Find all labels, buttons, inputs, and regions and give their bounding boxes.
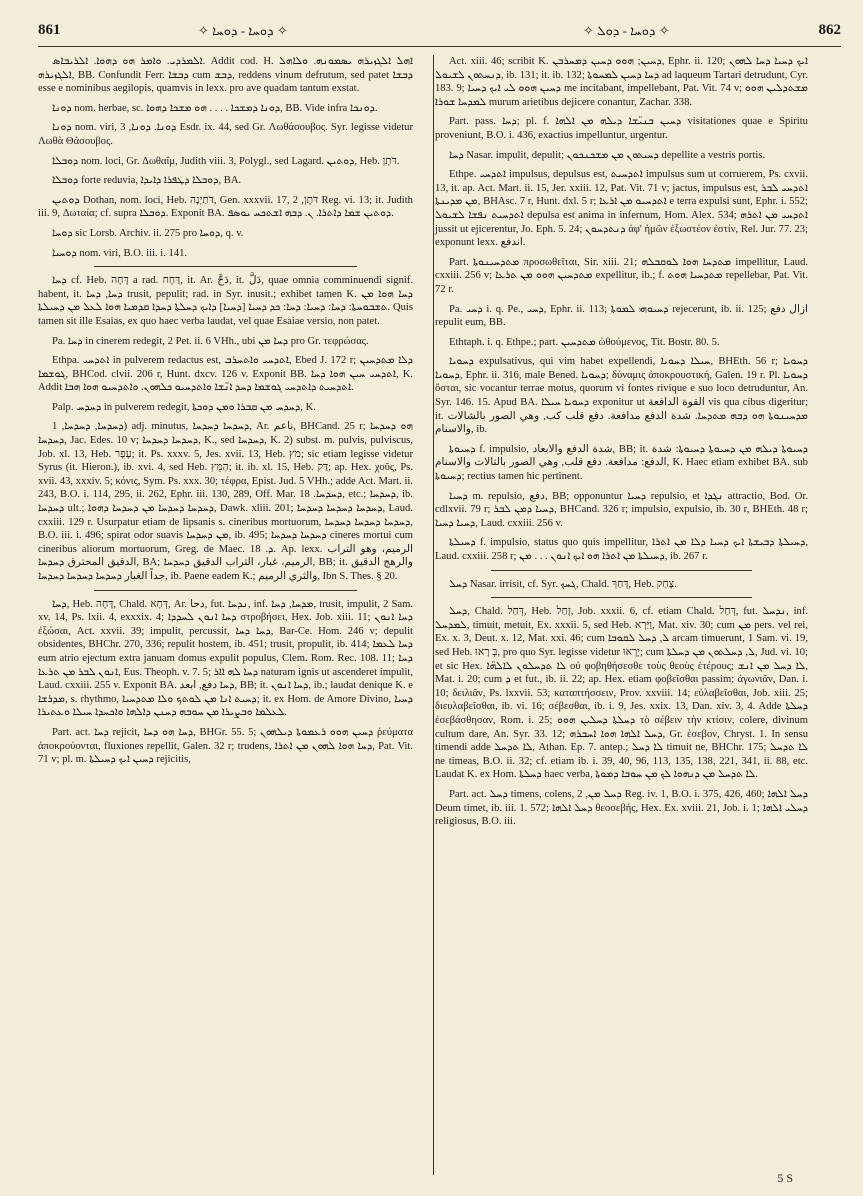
lexicon-entry: ܕܚܝܠܬܐ f. impulsio, status quo quis impellitur, ܕܚܝܠܬܐ ܕܒܝܫܬܐ ܐܝܟ ܕܚܝܐ ܕܠܐ ܡܢ ܐܬܪܐ, Laud. cxxiii. 258 r; ܕܚܝܠܬܐ ܡܢ ܐܬܪܐ ܗܘ ܐܝܟ ܐܢܘܢ . . . ܡܢ, ib. 267 r. xyxy=(435,537,808,562)
lexicon-entry: ܕܘܒܠܐ nom. loci, Gr. Δωθαΐμ, Judith viii. 3, Polygl., sed Lagard. ܕܘܬܝܢ, Heb. דֹּתָן. xyxy=(52,155,400,167)
lexicon-entry: Ethpa. ܐܬܕܚܝ in pulverem redactus est, ܐܬܕܚܝ ܘܐܬܚܪܒ, Ebed J. 172 r; ܕܠܐ ܡܬܕܚܝܢ ܓܘܫܡܐ, BHCod. clvii. 206 r, Hunt. dxcv. 126 v. Exponit BB. ܐܬܕܚܝ ܚܝܢ ܗܘܐ ܕܚܐ, K. Addit ܐܬܕܚܝܬ ܕܐܬܕܚܝ ܓܘܫܡܐ ܕܚܕ ܐܢ̈ܫܐ ܘܐܬܕܚܝܘ ܟܠܗܘܢ. ܘܐܬܕܚܝܘ ܗܘܐ ܗܒܐ. xyxy=(38,355,414,394)
lexicon-entry: ܕܚܐ cf. Heb. דָּחָה a rad. דַּחָח, it. Ar. دَحَّ, it. دَلَّ, quae omnia comminuendi signif. habent, it. ܕܚܐ, ܕܚܐ trusit, pepulit; rad. in Syr. inusit.; exhibet tamen K. ܕܚܐ ܗܘܐ ܡܢ ܬܫܒܘܚܬܐ: ܕܚܐ: ܕܚܝܐ: ܕܚܐ: ܟܕ ܕܚܝܐ [ܕܚܝܐ] ܕܐܝܟ ܕܚܠܬܐ ܕܚܕܐ ܩܕܡܝܐ ܗܘܐ ܠܥܠ ܡܢ ܕܚܝܠܬܐ. Quis tamen sit ille Esaias, ex quo haec verba laudat, vel quae Esaiae versio, non patet. xyxy=(38,275,414,327)
page-header xyxy=(38,18,841,47)
right-column xyxy=(423,55,808,1175)
lexicon-entry: Palp. ܕܚܕܚ in pulverem redegit, ܕܚܕܚ ܡܢ ܩܒܪܐ ܘܡܢ ܕܘܟܬܐ, K. xyxy=(52,401,316,413)
left-running-head: ✧ ܕܘܚܐ - ܕܘܚܐ ✧ xyxy=(198,23,288,38)
lexicon-entry: Pa. ܕܚܐ in cinerem redegit, 2 Pet. ii. 6 VHh., ubi ܕܚܐ ܡܢ pro Gr. τεφρώσας. xyxy=(52,335,369,347)
lexicon-entry: ܕܚܘܝܐ expulsativus, qui vim habet expellendi, ܚܝܠܐ ܕܚܘܝܐ, BHEth. 56 r; ܕܚܘܝܐ ܕܚܘܝܐ, Ephr. ii. 316, male Bened. ܕܚܘܝܐ; δύναμις ἀποκρουστική, Galen. 19 r. Pl. ܕܚܘܝܐ ὄσται, sic vocantur terrae motus, quorum vi fontes rivique e suo loco detruduntur, An. Syr. 146. 15. Apud BA. ܕܚܘܝܐ ܚܝܠܐ exponitur ut القوة الدافعة vis qua cibus digeritur; it. ܡܕܚܝܢܘܬܐ ܗܘ ܕܒܗ ܡܬܕܚܐ. شدة الدفع مدافعة. دفع قلب كب, وهي الصور بالشالات والاسنام, ib. xyxy=(435,356,808,436)
lexicon-entry: ܕܚܠ Nasar. irrisit, cf. Syr. ܓܚܟ, Chald. דְּחַךְ, Heb. צָחַק. xyxy=(449,578,677,590)
lexicon-entry: ܕܚܐ, Heb. דָּחָה, Chald. דְּחָא, Ar. دحا, fut. ܢܕܚܐ, inf. ܡܕܚܐ, ܕܚܐ, trusit, impulit, 2 Sam. xv. 14, Ps. lxii. 4, exxxix. 4; ܕܚܐ ܐܢܘܢ ܠܚܕܕܐ στροβήσει, Hex. Job. xiii. 11; ܕܚܐ ܐܢܘܢ ἐξώσαι, Act. xxvii. 39; impulit, percussit, ܕܚܐ ܕܚܐ, Bar-Ce. Hom. 246 v; depulit obsidentes, BHChr. 270, 336; repulit hostem, ib. 451; trusit, propulit, ib. 414; ܕܚܐ ܠܥܡܐ eum atrio ejectum extra januam domus expulit populus, Clem. Rom. Rec. 108. 11; ܕܚܐ ܐܢܘܢ ܠܒܪ ܡܢ ܬܪܥܐ, Eus. Theoph. v. 7. 5; ܕܚܐ ܠܗ ܐܐܪ naturam ignis ut ascenderet impulit, Laud. cxxiii. 255 v. Exponit BA. ܕܚܐ دفع, ابعد, BB; it. ܕܚܐ ܐܢܘܢ, ib.; laudat denique K. e ܡܕܪܫܐ, s. rhythmo, ܕܚܝܬ ܐܢܐ ܡܢ ܠܘܬܟ ܘܠܐ ܡܬܕܚܝܐ; it. ex Hom. de Amore Divino, ܕܚܝܐ ܠܥܠܡܐ ܘܒܨܝܪܐ ܡܢ ܚܘܒܗ ܕܚܢܢ ܕܐܠܗܐ ܘܐܟܚܕܐ ܚܝܠܐ ܘܥܬܝܪܐ. xyxy=(38,598,414,719)
lexicon-entry: ܕܘܒܠܐ forte reduvia, ܕܘܒܠܐ ܕܛܦܪܐ ܕܐܝܕܐ, BA. xyxy=(52,175,242,187)
lexicon-entry: ܕܘܬܝܢ Dothan, nom. loci, Heb. דֹּתַיְנָה, Gen. xxxvii. 17, דֹּתָן, 2 Reg. vi. 13; it. Judith iii. 9, Δωταία; cf. supra ܕܘܒܠܐ. Exponit BA. ܕܘܬܝܢ ܫܡܐ ܕܐܬܪܐ. ܢ. ܕܒܗ ܐܫܬܟܚ ܝܘܣܦ. xyxy=(38,194,413,220)
right-page-number: 862 xyxy=(818,22,841,38)
lexicon-entry: Part. pass. ܕܚܐ; pl. f. ܕܚܝܢ ܒܢܝ̈ܫܐ ܕܝܠܗ ܡܢ ܐܠܗܐ visitationes quae e Spiritu proveniunt, B.O. i. 436, exactius impelluntur, urgentur. xyxy=(435,116,808,141)
page-columns xyxy=(38,55,841,1175)
lexicon-entry: Pa. ܕܚܝ i. q. Pe., ܕܚܝ, Ephr. ii. 113; ܕܚܝܘܗܝ ܠܡܘܬܐ rejecerunt, ib. ii. 125; ازال دفع repulit eum, BB. xyxy=(435,303,808,329)
lexicon-entry: ܕܚܝܘܬܐ f. impulsio, شدة الدفع والابعاد, BB; it. ܕܚܝܘܬܐ ܕܝܠܗ ܡܢ ܕܚܝܘܬܐ ܕܚܝܘܬܐ: شدة الدفع: مدافعة. دفع قلب, وهي الصور بالتالات والاسنام, K. Haec etiam exhibet BA. sub ܕܚܝܘܬܐ; rectius tamen hic pertinent. xyxy=(435,443,808,483)
lexicon-entry: Act. xiii. 46; scribit K. ܕܚܝܢ; ܗܘܘ ܕܚܝܢ ܕܡܚܪܒܢ, Ephr. ii. 120; ܐܝܟ ܕܚܝܐ ܕܚܐ ܠܗܘܢ ܕܢܚܬܘܢ ܠܫܝܘܠ, ib. 131; it. ib. 132; ܕܚܐ ܕܚܝܢ ܠܡܚܘܬܐ ad laqueum Tartari detrudunt, Cyr. 183. 9; ܕܚܝܢ ܗܘܘ ܠܝ ܐܝܟ ܕܚܝܐ me incitabant, impellebant, Pat. Vit. 74 v; ܡܫܬܕܠܝܢ ܗܘܘ ܠܡܕܚܐ ܫܘܪܐ murum arietibus dejicere conantur, Zachar. 338. xyxy=(435,56,808,108)
lexicon-entry: ܕܚܠ, Chald. דְּחַל, Heb. זָחַל, Job. xxxii. 6, cf. etiam Chald. דְּחַל, fut. ܢܕܚܠ, inf. ܠܡܕܚܠ, timuit, metuit, Ex. xxxii. 5, sed Heb. וַיַּרְא, Mat. xiv. 30; cum ܡܢ pers. vel rei, Ex. x. 3, Deut. x. 12, Mat. xxi. 46; cum ܠ, ܕܚܠ ܠܩܘܒܐ arcam timuerunt, 1 Sam. vi. 19, sed Heb. בְּ רָאוּ, pro quo Syr. legisse videtur יָרְאוּ; cum ܠ, ܕܚܠܬܘܢ ܡܢ ܕܚܠܬܐ, Jud. vi. 10; et sic Hex. ܠܐ ܬܕܚܠܘܢ ܠܐܠܗ̈ܐ οὐ φοβηθήσεσθε τοὺς θεοὺς ἑτέρους; ܠܐ ܕܚܠ ܡܢ ܐܢܫ, Mat. i. 20; cum ܕ et fut., ib. ii. 22; ap. Hex. etiam φοβεῖσθαι passim; ἀγωνιᾶν, Dan. i. 10; δειλιᾶν, Ps. lxxvii. 53; καταπτήσσειν, Prov. xxviii. 14; εὐλαβεῖσθαι, Job. xiii. 25; διευλαβεῖσθαι, ib. vi. 16; σέβεσθαι, ib. i. 9, Jes. xxix. 13, Dan. xiv. 3, 4. Adde ܕܚܠܬܐ ἐσεβάσθησαν, Rom. i. 25; ܕܚܠܬܐ ܕܚܠܝܢ ܗܘܘ τὸ σέβειν τὴν κτίσιν, colere, divinum cultum dare, An. Syr. 33. 12; ܕܚܠ ܐܠܗܐ ܗܘܐ ܐܚܒܪܗ, Gr. ἐσεβον, Chryst. 1. In sensu timendi adde ܠܐ ܬܕܚܠ, Athan. Ep. 7. antep.; ܠܐ ܕܚܠ timuit ne, BHChr. 175; ܠܐ ܬܕܚܠ ne timeas, B.O. ii. 32; cf. etiam ib. i. 39, 40, 96, 113, 135, 138, 221, 341, ii. 88, etc. Laudat K. ex Hom. ܕܚܠܬܐ haec verba, ܠܐ ܬܕܚܠ ܡܢ ܕܢܗܘܐ ܠܟ ܡܢ ܚܘܒܐ ܕܡܘܬܐ. xyxy=(435,606,808,781)
lexicon-entry: Part. act. ܕܚܠ timens, colens, ܕܚܠ ܡܢ, 2 Reg. iv. 1, B.O. i. 375, 426, 460; ܕܚܠ ܐܠܗܐ Deum timet, ib. iii. 1. 572; ܕܚܠ ܐܠܗܐ θεοσεβής, Hex. Ex. xviii. 21, Job. i. 1; ܕܚܠܝ ܐܠܗܐ religiosus, B.O. iii. xyxy=(435,788,808,828)
entry-separator xyxy=(491,570,752,571)
lexicon-entry: ܐܠܡܪܕܝ. ܘܐܡܪ ܗܘ ܕܗܘܐ. ܐܠܪܝܒܐܣ. Addit cod. H. ܐܗܠ ܐܠܓܙܝܪܗ ܝܣܡܘܢܗ. ܘܠܐܗܠ ܐܠܓܙܝܪܗ, BB. Confundit Ferr. ܕܒܫܐ cum ܕܒܫ, reddens vinum defrutum, sed patet ܕܒܫܐ esse e nominibus aegilopis, quamvis in lexx. pro ave quadam tantum exstat. xyxy=(38,56,413,95)
lexicon-entry: Ethpe. ܐܬܕܚܝ impulsus, depulsus est, ܐܬܕܚܝܬ impulsus sum ut corruerem, Ps. cxvii. 13, it. ap. Act. Mart. ii. 15, Jer. xxiii. 12, Pat. Vit. 71 v; jactus, impulsus est, ܐܬܕܚܝ ܠܒܪ ܡܢ ܡܕܝܢܬܐ, BHAsc. 7 r, Hunt. dxl. 5 r; ܐܬܕܚܝܘ ܡܢ ܐܪܥܐ e terra expulsi sunt, Ephr. i. 552; ܐܬܕܚܝܬ ܢܦܫܐ ܠܫܝܘܠ depulsa est anima in infernum, Hom. Alex. 534; ܐܬܕܚܝ ܡܢ ܐܬܪܗ jussit ut ejicerentur, Jo. Eph. 5. 24; ܕܢܬܕܚܘܢ ἀφ' ἡμῶν ἐξωστέον ἐστίν, Rel. Jur. 77. 23; exponunt lexx. اندفع. xyxy=(435,169,808,249)
entry-separator xyxy=(94,266,357,267)
entry-separator xyxy=(491,597,752,598)
signature-mark: 5 S xyxy=(777,1171,793,1185)
lexicon-entry: ܕܘܚܝܐ nom. viri, B.O. iii. i. 141. xyxy=(52,247,188,259)
entry-separator xyxy=(94,590,357,591)
lexicon-entry: ܕܘܢܐ nom. viri, ܕܘܢܐ. ܕܘܢܐ, 3 Esdr. ix. 44, sed Gr. Λωθάσουβος. Syr. legisse videtur Λωθὰ Θάσουβος. xyxy=(38,122,413,147)
lexicon-entry: Part. act. ܕܚܐ rejicit, ܕܚܐ ܗܘ ܕܚܐ, BHGr. 55. 5; ܕܚܝܢ ܗܘܘ ܪܥܡܘܬܐ ܕܝܠܗܘܢ ῥεύματα ἀποκρούονται, fluxiones repellit, Galen. 32 r; trudens, ܕܚܐ ܗܘܐ ܠܗܘܢ ܡܢ ܐܬܪܐ, Pat. Vit. 71 v; pl. m. ܕܚܝܢ ܐܝܟ ܕܚܝܠܬܐ rejicitis, xyxy=(38,726,413,766)
lexicon-entry: Part. ܡܬܕܚܝܢܘܬܐ προσωθεῖται, Sir. xiii. 21; ܡܬܕܚܐ ܗܘܐ ܠܘܩܒܠܗ impellitur, Laud. cxxiii. 256 v; ܡܬܕܚܝܢ ܗܘܘ ܡܢ ܬܪܥܐ expellitur, ib.; f. ܡܬܕܚܝܐ ܗܘܬ repellebar, Pat. Vit. 72 r. xyxy=(435,256,808,295)
lexicon-entry: ܕܚܕܚܐ, ܕܚܕܚܐ, 1) adj. minutus, ܕܚܕܚܐ ܕܚܕܚܐ, Ar. ناعم, BHCand. 25 r; ܗܘ ܕܚܕܚܐ ܕܚܕܚܐ, Jac. Edes. 10 v; ܕܚܕܚܐ ܕܚܕܚܐ, K., sed ܕܚܕܚܐ, K. 2) subst. m. pulvis, pulviscus, Job. xl. 13, Heb. עָפָר; it. Ps. xxxv. 5, Jes. xvii. 13, Heb. מֹץ; sic etiam legisse videtur Syrus (it. Hieron.), ib. xvi. 4, sed Heb. הַמֵּץ; it. ib. xl. 15, Heb. דַּק; ap. Hex. χοῦς, Ps. xvii. 43, xxxiv. 5; κόνις, Sym. Ps. xxx. 30; τέφρα, Epist. Jud. 5 VHh.; adde Act. Mart. ii. 243, B.O. i. 114, 295, ii. 262, Ephr. iii. 130, 289, Off. Mar. ܕܚܕܚܐ. 18, etc.; ܕܚܕܚܐ, ib. ܕܚܕܚܐ ult.; ܕܚܕܚܐ ܕܚܕܚܐ ܡܢ ܕܚܕܚܐ ܕܗܘܐ, Dawk. xliii. 201; ܕܚܕܚܐ ܕܚܕܚܐ ܕܚܕܚܐ, Laud. cxxiii. 129 r. Usurpatur etiam de lipsanis s. cineribus mortuorum, ܕܚܕܚܐ ܕܚܕܚܐ ܕܚܕܚܐ, B.O. iii. i. 496; spirat odor suavis ܡܢ ܕܚܕܚܐ, ib. 495; ܕܚܕܚܐ ܕܚܕܚܐ cineres mortui cum cineribus aliorum mortuorum, Greg. de Maec. ܕ. 18. Ap. lexx. الرميم، وهو التراب الدقيق المحترق ܕܚܕܚܐ, BA; الرميم، غبار، التراب الدقيق ܕܚܕܚܐ, BB; it. والرهج الدقيق جداً الغبار ܕܚܕܚܐ ܕܚܕܚܐ ܕܚܕܚܐ, ib. Paene eadem K.; والثري الرميم, Ibn S. Thes. § 20. xyxy=(38,421,414,582)
lexicon-entry: ܕܘܚܐ sic Lorsb. Archiv. ii. 275 pro ܕܘܚܐ, q. v. xyxy=(52,227,244,239)
lexicon-entry: ܕܘܢܐ nom. herbae, sc. ܕܘܢܐ ܕܡܫܟܐ . . . . ܗܘ ܡܫܟܐ ܕܗܘܐ, BB. Vide infra ܕܘܢܟܐ. xyxy=(52,102,378,114)
left-column xyxy=(38,55,423,1175)
lexicon-entry: ܕܚܝܐ m. repulsio, دفع, BB; opponuntur ܕܚܝܐ repulsio, et ܢܓܕܐ attractio, Bod. Or. cdlxvii. 79 r; ܕܚܝܐ ܕܡܢ ܠܒܪ, BHCand. 326 r; impulsio, expulsio, ib. 30 r, BHEth. 48 r; ܕܚܝܐ ܕܚܝܐ, Laud. cxxiii. 256 v. xyxy=(435,490,808,529)
right-running-head: ✧ ܕܘܚܐ - ܕܘܠ ✧ xyxy=(583,23,670,38)
lexicon-entry: ܕܚܐ Nasar. impulit, depulit; ܕܚܝܬܘܢ ܡܢ ܡܫܟܢܟܘܢ depellite a vestris portis. xyxy=(449,149,766,161)
lexicon-entry: Ethtaph. i. q. Ethpe.; part. ܡܬܕܚܝܢ ὠθούμενος, Tit. Bostr. 80. 5. xyxy=(449,336,720,348)
left-page-number: 861 xyxy=(38,22,61,38)
column-divider xyxy=(433,55,434,1175)
